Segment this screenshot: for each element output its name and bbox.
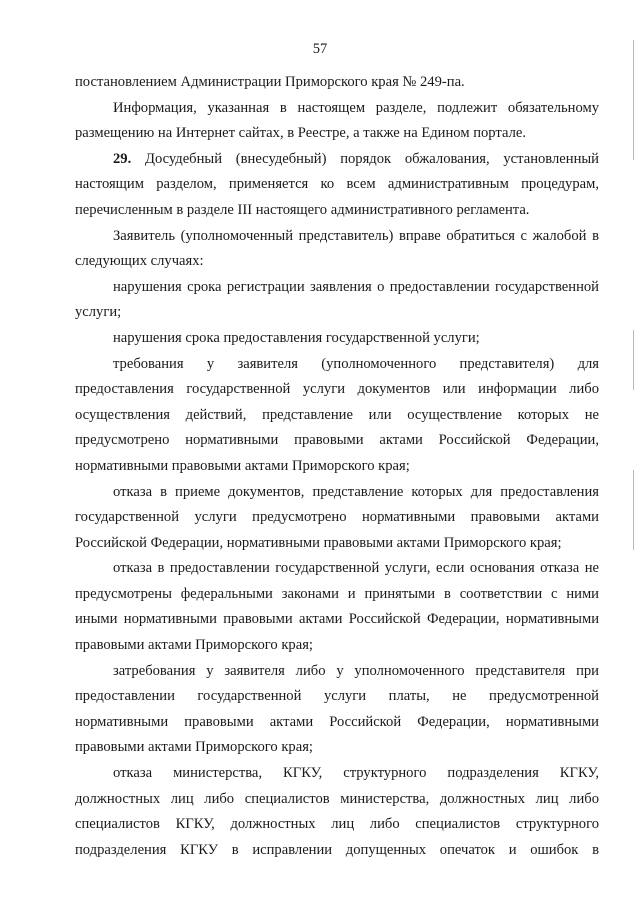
paragraph-1: постановлением Администрации Приморского края № 249-па.: [75, 74, 465, 90]
paragraph-7: требования у заявителя (уполномоченного представителя) для предоставления государственной услуги документов или информации либо осуществления действий, представление или осуществление которых не предусмотрено нормативными правовыми актами Российской Федерации, нормативными правовыми актами Приморского края;: [75, 355, 599, 474]
paragraph-10: затребования у заявителя либо у уполномоченного представителя при предоставлении государственной услуги платы, не предусмотренной нормативными правовыми актами Российской Федерации, нормативными правовыми актами Приморского края;: [75, 662, 599, 756]
paragraph-6: нарушения срока предоставления государственной услуги;: [113, 329, 480, 346]
paragraph-2: Информация, указанная в настоящем разделе, подлежит обязательному размещению на Интернет сайтах, в Реестре, а также на Едином портале.: [75, 99, 599, 142]
item-number: 29.: [113, 150, 132, 167]
item-text: Досудебный (внесудебный) порядок обжалования, установленный настоящим разделом, применяется ко всем административным процедурам, перечисленным в разделе III настоящего административного регламента.: [75, 150, 599, 218]
paragraph-3-item-29: [75, 147, 599, 224]
scan-edge-mark: [633, 330, 634, 390]
scan-edge-mark: [633, 470, 634, 550]
document-body: [75, 70, 599, 863]
paragraph-5: нарушения срока регистрации заявления о предоставлении государственной услуги;: [75, 278, 599, 321]
page-number: 57: [312, 41, 328, 57]
paragraph-9: отказа в предоставлении государственной услуги, если основания отказа не предусмотрены федеральными законами и принятыми в соответствии с ними иными нормативными правовыми актами Российской Федерации, нормативными правовыми актами Приморского края;: [75, 560, 599, 654]
paragraph-11: отказа министерства, КГКУ, структурного подразделения КГКУ, должностных лиц либо специалистов министерства, должностных лиц либо специалистов КГКУ, должностных лиц либо специалистов структурного подразделения КГКУ в исправлении допущенных опечаток и ошибок в: [75, 765, 599, 858]
paragraph-4: Заявитель (уполномоченный представитель) вправе обратиться с жалобой в следующих случаях:: [75, 227, 599, 270]
paragraph-8: отказа в приеме документов, представление которых для предоставления государственной услуги предусмотрено нормативными правовыми актами Российской Федерации, нормативными правовыми актами Приморского края;: [75, 483, 599, 551]
scan-edge-mark: [633, 40, 634, 160]
